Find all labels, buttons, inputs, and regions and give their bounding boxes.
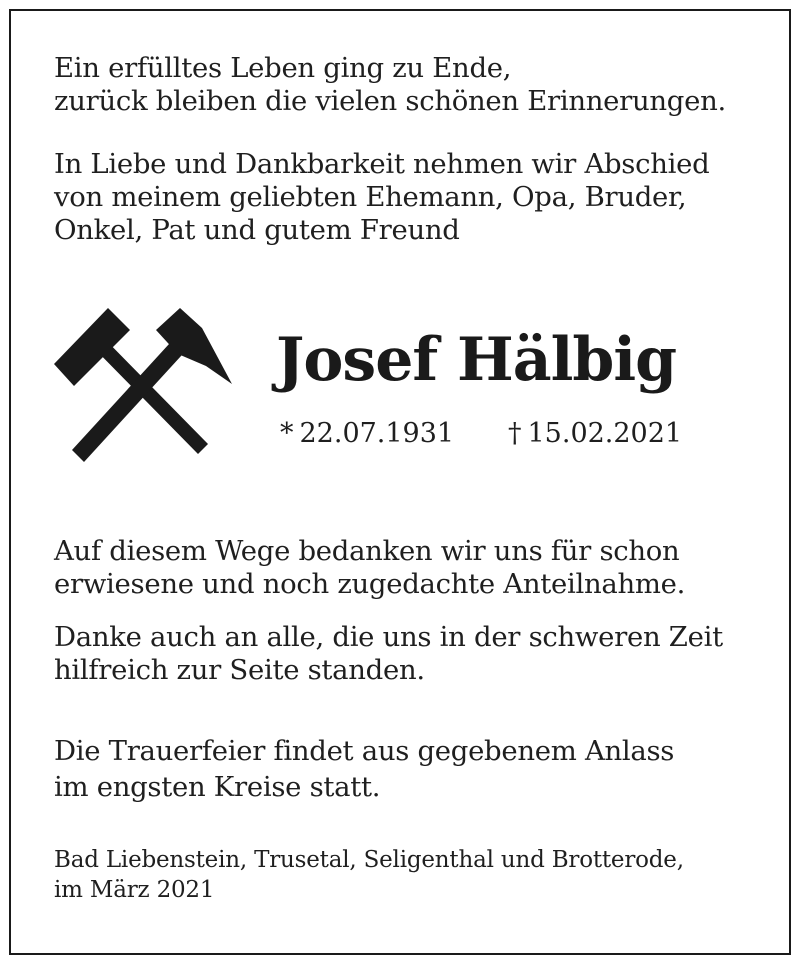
funeral-text: Die Trauerfeier findet aus gegebenem Anlass im engsten Kreise statt.: [54, 735, 675, 803]
death-symbol: †: [508, 418, 522, 449]
thanks-text: Auf diesem Wege bedanken wir uns für schon erwiesene und noch zugedachte Anteilnahme.: [54, 535, 686, 600]
hammer-and-pick-icon: [52, 304, 234, 468]
birth-date: [280, 416, 454, 452]
help-text: Danke auch an alle, die uns in der schweren Zeit hilfreich zur Seite standen.: [54, 621, 723, 686]
place-and-date: Bad Liebenstein, Trusetal, Seligenthal und Brotterode, im März 2021: [54, 847, 684, 903]
deceased-name: Josef Hälbig: [276, 325, 677, 395]
birth-date-value: 22.07.1931: [299, 418, 455, 449]
death-date-value: 15.02.2021: [527, 418, 683, 449]
farewell-text: In Liebe und Dankbarkeit nehmen wir Abschied von meinem geliebten Ehemann, Opa, Bruder, Onkel, Pat und gutem Freund: [54, 148, 710, 246]
birth-symbol: *: [280, 418, 294, 449]
death-date: [508, 416, 682, 452]
intro-text: Ein erfülltes Leben ging zu Ende, zurück bleiben die vielen schönen Erinnerungen.: [54, 52, 726, 117]
